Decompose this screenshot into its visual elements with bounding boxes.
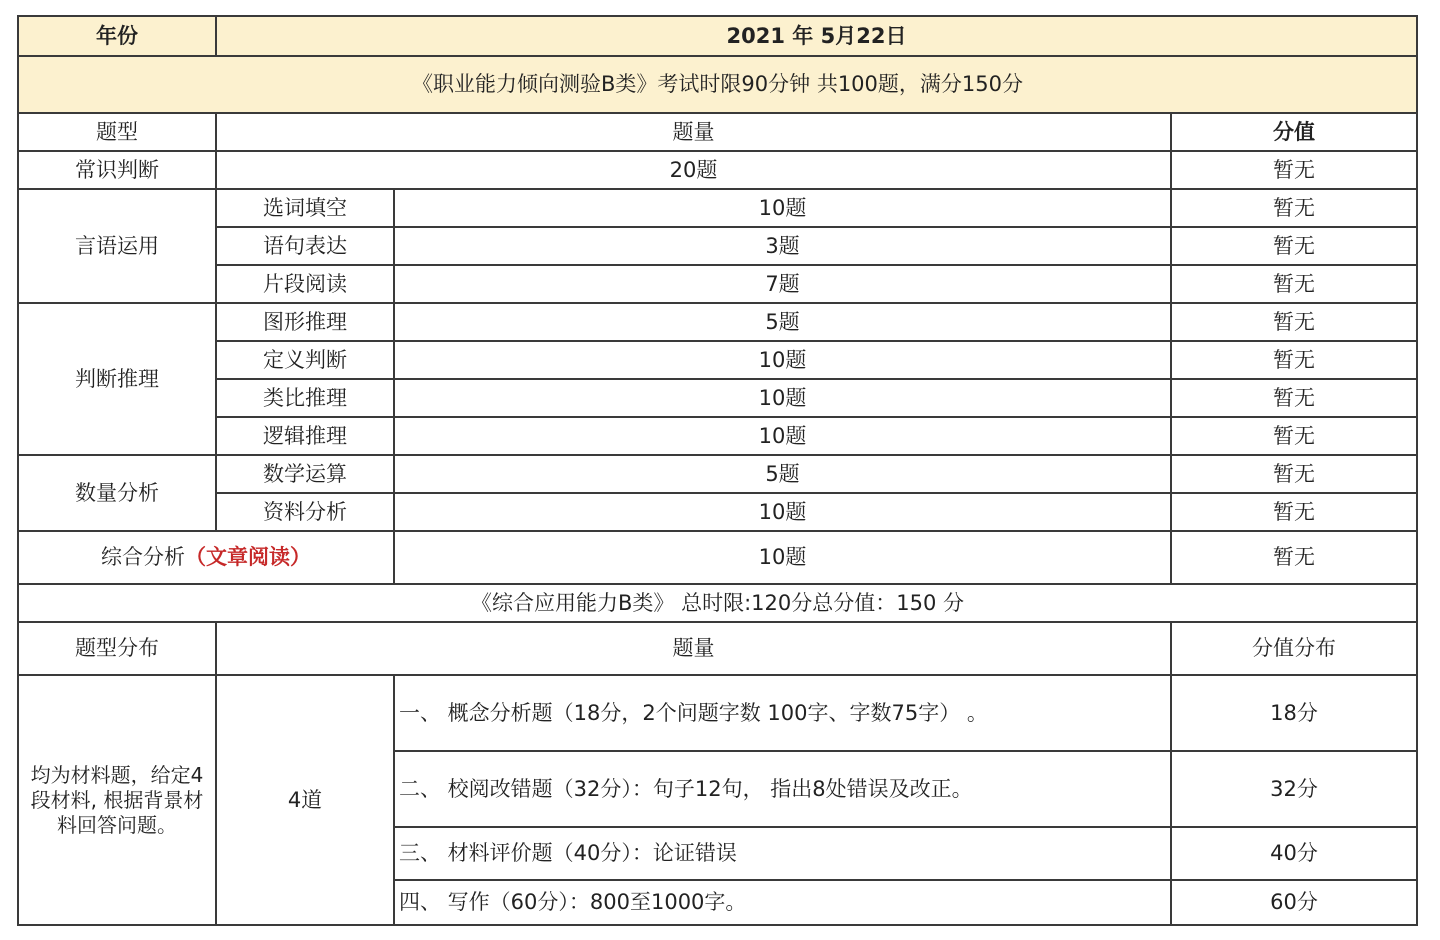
table-row — [18, 493, 1417, 531]
section-name: 言语运用 — [18, 189, 216, 303]
part2-title-row — [18, 584, 1417, 622]
score-value: 暂无 — [1171, 417, 1417, 455]
score-value: 暂无 — [1171, 493, 1417, 531]
table-row — [18, 341, 1417, 379]
subsection-name: 片段阅读 — [216, 265, 394, 303]
subsection-name: 类比推理 — [216, 379, 394, 417]
question-count: 10题 — [394, 379, 1171, 417]
subsection-name: 图形推理 — [216, 303, 394, 341]
subsection-name: 选词填空 — [216, 189, 394, 227]
section-name: 综合分析 — [101, 545, 185, 570]
subsection-name: 逻辑推理 — [216, 417, 394, 455]
subsection-name: 数学运算 — [216, 455, 394, 493]
table-row — [18, 379, 1417, 417]
table-row — [18, 189, 1417, 227]
comprehensive-section — [18, 531, 394, 584]
table-row — [18, 227, 1417, 265]
question-count: 10题 — [394, 189, 1171, 227]
col-header-count: 题量 — [216, 113, 1171, 151]
table-row — [18, 675, 1417, 751]
table-row — [18, 303, 1417, 341]
table-row — [18, 265, 1417, 303]
item-description: 二、 校阅改错题（32分）：句子12句， 指出8处错误及改正。 — [394, 751, 1171, 827]
section-name: 判断推理 — [18, 303, 216, 455]
question-count: 3题 — [394, 227, 1171, 265]
item-description: 三、 材料评价题（40分）：论证错误 — [394, 827, 1171, 880]
section-highlight: （文章阅读） — [185, 545, 311, 570]
score-value: 暂无 — [1171, 303, 1417, 341]
table-row — [18, 417, 1417, 455]
type-description: 均为材料题，给定4段材料, 根据背景材料回答问题。 — [18, 675, 216, 925]
year-label: 年份 — [18, 16, 216, 56]
score-value: 60分 — [1171, 880, 1417, 925]
question-count: 5题 — [394, 303, 1171, 341]
item-description: 一、 概念分析题（18分，2个问题字数 100字、字数75字） 。 — [394, 675, 1171, 751]
col-header-type-dist: 题型分布 — [18, 622, 216, 675]
part2-title: 《综合应用能力B类》 总时限:120分总分值：150 分 — [18, 584, 1417, 622]
question-count: 10题 — [394, 531, 1171, 584]
subsection-name: 语句表达 — [216, 227, 394, 265]
question-count: 10题 — [394, 417, 1171, 455]
exam-b-info: 《职业能力倾向测验B类》考试时限90分钟 共100题，满分150分 — [18, 56, 1417, 113]
col-header-score-dist: 分值分布 — [1171, 622, 1417, 675]
table-row — [18, 531, 1417, 584]
question-count: 10题 — [394, 341, 1171, 379]
item-description: 四、 写作（60分）：800至1000字。 — [394, 880, 1171, 925]
col-header-count: 题量 — [216, 622, 1171, 675]
exam-table — [17, 15, 1418, 926]
score-value: 暂无 — [1171, 455, 1417, 493]
col-header-score: 分值 — [1171, 113, 1417, 151]
score-value: 暂无 — [1171, 227, 1417, 265]
section-name: 数量分析 — [18, 455, 216, 531]
score-value: 32分 — [1171, 751, 1417, 827]
table-row — [18, 455, 1417, 493]
question-count: 20题 — [216, 151, 1171, 189]
exam-date: 2021 年 5月22日 — [216, 16, 1417, 56]
score-value: 暂无 — [1171, 341, 1417, 379]
question-count: 7题 — [394, 265, 1171, 303]
score-value: 18分 — [1171, 675, 1417, 751]
score-value: 40分 — [1171, 827, 1417, 880]
score-value: 暂无 — [1171, 189, 1417, 227]
score-value: 暂无 — [1171, 379, 1417, 417]
subsection-name: 资料分析 — [216, 493, 394, 531]
subsection-name: 定义判断 — [216, 341, 394, 379]
part2-header-row — [18, 622, 1417, 675]
exam-b-info-row — [18, 56, 1417, 113]
question-count: 10题 — [394, 493, 1171, 531]
score-value: 暂无 — [1171, 151, 1417, 189]
section-name: 常识判断 — [18, 151, 216, 189]
part1-header-row — [18, 113, 1417, 151]
score-value: 暂无 — [1171, 531, 1417, 584]
total-questions: 4道 — [216, 675, 394, 925]
question-count: 5题 — [394, 455, 1171, 493]
score-value: 暂无 — [1171, 265, 1417, 303]
col-header-type: 题型 — [18, 113, 216, 151]
year-row — [18, 16, 1417, 56]
table-row — [18, 151, 1417, 189]
